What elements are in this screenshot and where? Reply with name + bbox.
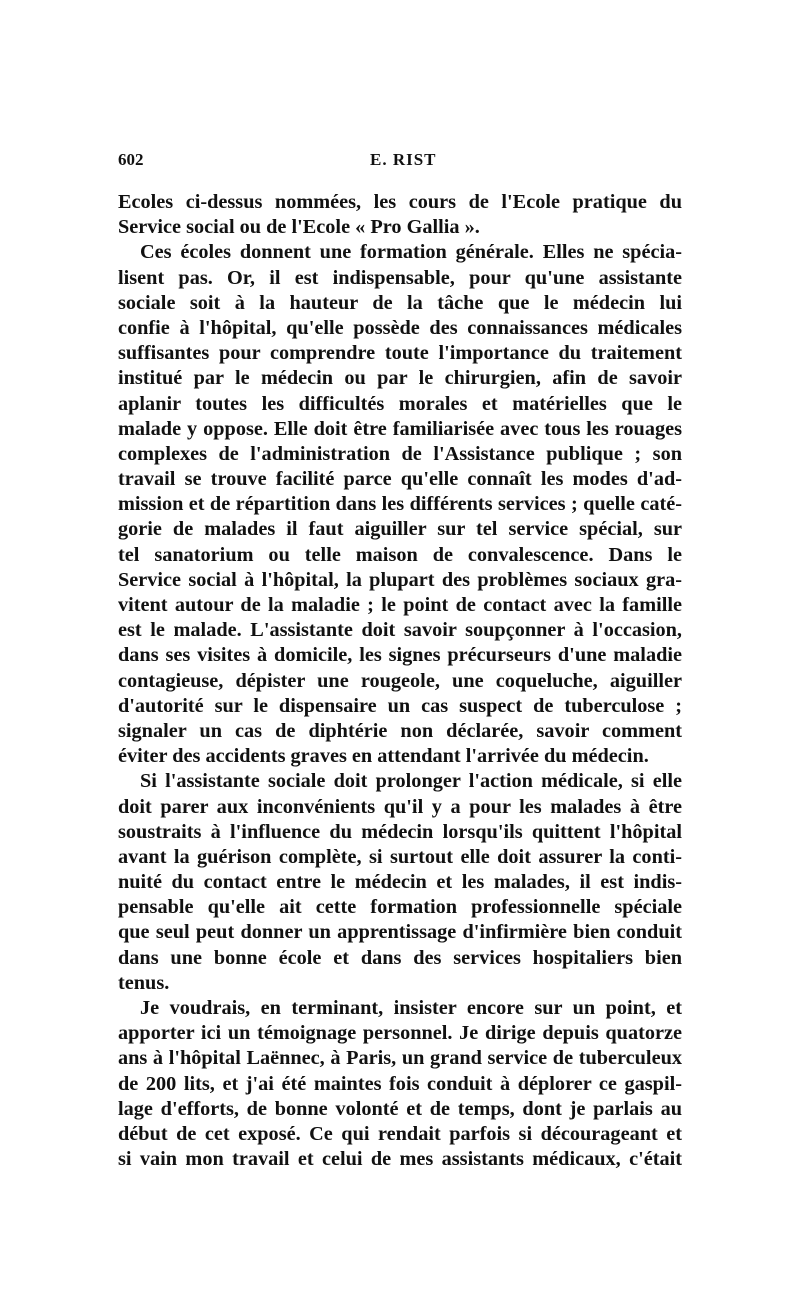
text-line: pensable qu'elle ait cette formation professionnelle spéciale bbox=[118, 896, 682, 919]
text-line: dans une bonne école et dans des services hospitaliers bien bbox=[118, 946, 682, 969]
text-line: travail se trouve facilité parce qu'elle connaît les modes d'ad- bbox=[118, 468, 682, 491]
text-line: est le malade. L'assistante doit savoir soupçonner à l'occasion, bbox=[118, 619, 682, 642]
text-line: Service social ou de l'Ecole « Pro Gallia ». bbox=[118, 216, 480, 239]
text-line: malade y oppose. Elle doit être familiarisée avec tous les rouages bbox=[118, 417, 682, 440]
text-line: complexes de l'administration de l'Assistance publique ; son bbox=[118, 442, 682, 465]
text-line: signaler un cas de diphtérie non déclarée, savoir comment bbox=[118, 719, 682, 742]
text-line: que seul peut donner un apprentissage d'infirmière bien conduit bbox=[118, 921, 682, 944]
text-line: aplanir toutes les difficultés morales et matérielles que le bbox=[118, 392, 682, 415]
text-line: éviter des accidents graves en attendant l'arrivée du médecin. bbox=[118, 745, 649, 768]
text-line: Si l'assistante sociale doit prolonger l'action médicale, si elle bbox=[140, 770, 682, 793]
text-line: sociale soit à la hauteur de la tâche que le médecin lui bbox=[118, 291, 682, 314]
text-line: nuité du contact entre le médecin et les malades, il est indis- bbox=[118, 871, 682, 894]
text-line: vitent autour de la maladie ; le point de contact avec la famille bbox=[118, 594, 682, 616]
text-line: si vain mon travail et celui de mes assistants médicaux, c'était bbox=[118, 1148, 682, 1171]
text-line: Service social à l'hôpital, la plupart des problèmes sociaux gra- bbox=[118, 568, 682, 591]
text-line: de 200 lits, et j'ai été maintes fois conduit à déplorer ce gaspil- bbox=[118, 1072, 682, 1095]
text-line: Je voudrais, en terminant, insister encore sur un point, et bbox=[140, 997, 682, 1019]
text-line: lage d'efforts, de bonne volonté et de temps, dont je parlais au bbox=[118, 1097, 682, 1120]
text-line: soustraits à l'influence du médecin lorsqu'ils quittent l'hôpital bbox=[118, 820, 682, 843]
text-line: doit parer aux inconvénients qu'il y a pour les malades à être bbox=[118, 795, 682, 818]
text-line: dans ses visites à domicile, les signes précurseurs d'une maladie bbox=[118, 644, 682, 667]
running-title: E. RIST bbox=[370, 150, 437, 169]
text-line: lisent pas. Or, il est indispensable, pour qu'une assistante bbox=[118, 266, 682, 289]
text-line: avant la guérison complète, si surtout elle doit assurer la conti- bbox=[118, 845, 682, 868]
text-line: Ces écoles donnent une formation générale. Elles ne spécia- bbox=[140, 241, 682, 264]
text-line: tel sanatorium ou telle maison de convalescence. Dans le bbox=[118, 543, 682, 566]
page-number: 602 bbox=[118, 150, 144, 169]
text-line: Ecoles ci-dessus nommées, les cours de l'Ecole pratique du bbox=[118, 191, 682, 213]
body-text bbox=[118, 190, 682, 1172]
text-line: d'autorité sur le dispensaire un cas suspect de tuberculose ; bbox=[118, 694, 682, 717]
text-line: gorie de malades il faut aiguiller sur tel service spécial, sur bbox=[118, 518, 682, 541]
text-line: institué par le médecin ou par le chirurgien, afin de savoir bbox=[118, 367, 682, 390]
text-line: début de cet exposé. Ce qui rendait parfois si décourageant et bbox=[118, 1122, 682, 1145]
text-line: mission et de répartition dans les différents services ; quelle caté- bbox=[118, 493, 682, 516]
text-line: tenus. bbox=[118, 971, 170, 994]
text-line: ans à l'hôpital Laënnec, à Paris, un grand service de tuberculeux bbox=[118, 1047, 682, 1070]
text-line: apporter ici un témoignage personnel. Je dirige depuis quatorze bbox=[118, 1022, 682, 1045]
text-line: confie à l'hôpital, qu'elle possède des connaissances médicales bbox=[118, 316, 682, 339]
text-line: contagieuse, dépister une rougeole, une coqueluche, aiguiller bbox=[118, 669, 682, 692]
text-line: suffisantes pour comprendre toute l'importance du traitement bbox=[118, 342, 682, 365]
